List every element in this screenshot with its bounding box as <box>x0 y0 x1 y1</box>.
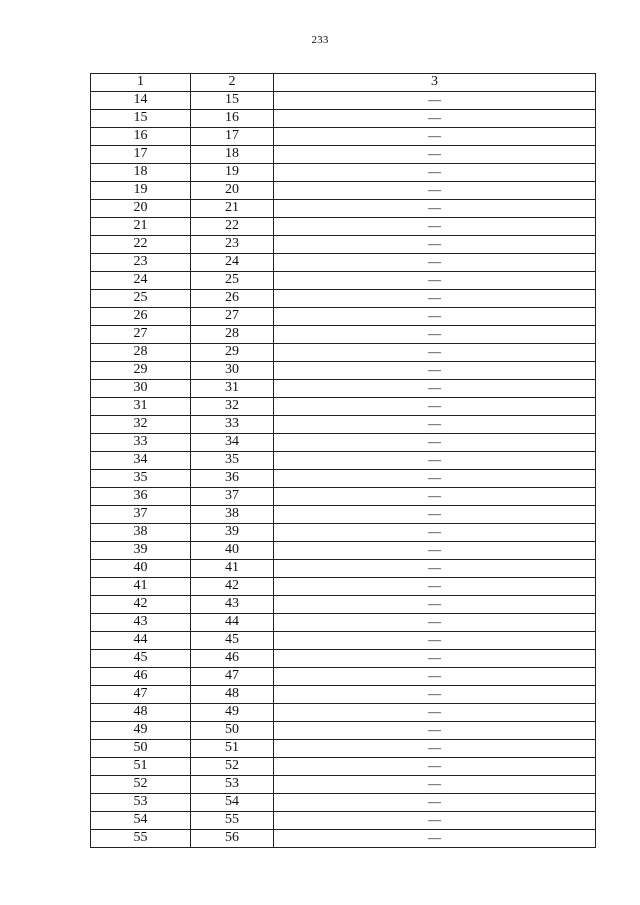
table-row <box>91 757 596 775</box>
table-cell-col1: 30 <box>91 379 191 397</box>
dash-mark: — <box>428 721 441 737</box>
dash-mark: — <box>428 631 441 647</box>
dash-mark: — <box>428 451 441 467</box>
table-cell-col2: 33 <box>191 415 274 433</box>
dash-mark: — <box>428 289 441 305</box>
dash-mark: — <box>428 757 441 773</box>
table-cell-col3 <box>274 343 596 361</box>
dash-mark: — <box>428 811 441 827</box>
table-cell-col3 <box>274 289 596 307</box>
table-cell-col1: 38 <box>91 523 191 541</box>
table-cell-col1: 15 <box>91 109 191 127</box>
table-cell-col2: 17 <box>191 127 274 145</box>
table-cell-col3 <box>274 271 596 289</box>
table-cell-col2: 19 <box>191 163 274 181</box>
table-row <box>91 433 596 451</box>
table-cell-col3 <box>274 181 596 199</box>
dash-mark: — <box>428 559 441 575</box>
table-cell-col3 <box>274 523 596 541</box>
table-row <box>91 415 596 433</box>
table-cell-col1: 33 <box>91 433 191 451</box>
table-cell-col2: 21 <box>191 199 274 217</box>
table-row <box>91 505 596 523</box>
table-cell-col1: 43 <box>91 613 191 631</box>
table-cell-col2: 47 <box>191 667 274 685</box>
dash-mark: — <box>428 433 441 449</box>
table-cell-col3 <box>274 811 596 829</box>
dash-mark: — <box>428 649 441 665</box>
table-cell-col1: 40 <box>91 559 191 577</box>
table-row <box>91 361 596 379</box>
table-cell-col1: 35 <box>91 469 191 487</box>
table-cell-col1: 32 <box>91 415 191 433</box>
table-cell-col2: 24 <box>191 253 274 271</box>
table-cell-col3 <box>274 163 596 181</box>
table-cell-col2: 41 <box>191 559 274 577</box>
table-row <box>91 217 596 235</box>
table-cell-col3 <box>274 829 596 847</box>
table-cell-col1: 23 <box>91 253 191 271</box>
table-row <box>91 811 596 829</box>
table-cell-col2: 44 <box>191 613 274 631</box>
table-row <box>91 397 596 415</box>
table-row <box>91 721 596 739</box>
table-cell-col3 <box>274 127 596 145</box>
table-cell-col3 <box>274 451 596 469</box>
table-cell-col1: 39 <box>91 541 191 559</box>
table-cell-col1: 14 <box>91 91 191 109</box>
table-cell-col2: 50 <box>191 721 274 739</box>
table-cell-col2: 20 <box>191 181 274 199</box>
table-row <box>91 343 596 361</box>
table-row <box>91 559 596 577</box>
dash-mark: — <box>428 577 441 593</box>
table-row <box>91 703 596 721</box>
table-cell-col1: 21 <box>91 217 191 235</box>
table-row <box>91 685 596 703</box>
dash-mark: — <box>428 127 441 143</box>
table-cell-col1: 20 <box>91 199 191 217</box>
table-cell-col3 <box>274 253 596 271</box>
dash-mark: — <box>428 91 441 107</box>
table-cell-col1: 50 <box>91 739 191 757</box>
table-row <box>91 145 596 163</box>
table-cell-col2: 18 <box>191 145 274 163</box>
table-cell-col1: 25 <box>91 289 191 307</box>
dash-mark: — <box>428 829 441 845</box>
table-cell-col3 <box>274 361 596 379</box>
table-cell-col1: 28 <box>91 343 191 361</box>
table-cell-col3 <box>274 235 596 253</box>
table-cell-col2: 53 <box>191 775 274 793</box>
table-cell-col2: 45 <box>191 631 274 649</box>
table-row <box>91 613 596 631</box>
table-cell-col2: 32 <box>191 397 274 415</box>
table-cell-col3 <box>274 307 596 325</box>
table-row <box>91 325 596 343</box>
table-row <box>91 775 596 793</box>
table-cell-col3 <box>274 379 596 397</box>
table-row <box>91 577 596 595</box>
table-cell-col3 <box>274 397 596 415</box>
table-cell-col3 <box>274 721 596 739</box>
table-cell-col2: 25 <box>191 271 274 289</box>
table-cell-col3 <box>274 145 596 163</box>
table-cell-col3 <box>274 595 596 613</box>
table-cell-col2: 26 <box>191 289 274 307</box>
table-row <box>91 253 596 271</box>
table-cell-col3 <box>274 613 596 631</box>
table-cell-col3 <box>274 325 596 343</box>
table-row <box>91 163 596 181</box>
table-cell-col1: 42 <box>91 595 191 613</box>
table-cell-col1: 48 <box>91 703 191 721</box>
table-cell-col1: 29 <box>91 361 191 379</box>
table-cell-col2: 55 <box>191 811 274 829</box>
table-cell-col3 <box>274 793 596 811</box>
table-cell-col3 <box>274 667 596 685</box>
table-cell-col1: 36 <box>91 487 191 505</box>
table-cell-col2: 37 <box>191 487 274 505</box>
table-cell-col2: 48 <box>191 685 274 703</box>
table-cell-col3 <box>274 685 596 703</box>
table-cell-col1: 49 <box>91 721 191 739</box>
table-cell-col1: 55 <box>91 829 191 847</box>
table-cell-col1: 19 <box>91 181 191 199</box>
table-cell-col1: 17 <box>91 145 191 163</box>
table-row <box>91 649 596 667</box>
table-row <box>91 541 596 559</box>
table-header-row <box>91 74 596 92</box>
table-cell-col1: 46 <box>91 667 191 685</box>
table-cell-col2: 49 <box>191 703 274 721</box>
table-row <box>91 379 596 397</box>
dash-mark: — <box>428 217 441 233</box>
table-row <box>91 829 596 847</box>
table-row <box>91 235 596 253</box>
table-cell-col3 <box>274 91 596 109</box>
table-cell-col1: 18 <box>91 163 191 181</box>
dash-mark: — <box>428 109 441 125</box>
table-row <box>91 469 596 487</box>
table-cell-col2: 43 <box>191 595 274 613</box>
table-cell-col2: 40 <box>191 541 274 559</box>
table-cell-col2: 22 <box>191 217 274 235</box>
table-row <box>91 199 596 217</box>
table-cell-col2: 23 <box>191 235 274 253</box>
table-cell-col2: 42 <box>191 577 274 595</box>
dash-mark: — <box>428 667 441 683</box>
table-cell-col3 <box>274 775 596 793</box>
dash-mark: — <box>428 235 441 251</box>
table-cell-col2: 39 <box>191 523 274 541</box>
dash-mark: — <box>428 397 441 413</box>
table-cell-col2: 54 <box>191 793 274 811</box>
table-cell-col3 <box>274 703 596 721</box>
table-cell-col1: 45 <box>91 649 191 667</box>
table-cell-col2: 29 <box>191 343 274 361</box>
table-cell-col3 <box>274 541 596 559</box>
table-cell-col3 <box>274 415 596 433</box>
dash-mark: — <box>428 199 441 215</box>
table-cell-col1: 51 <box>91 757 191 775</box>
table-cell-col2: 28 <box>191 325 274 343</box>
dash-mark: — <box>428 253 441 269</box>
table-cell-col3 <box>274 487 596 505</box>
dash-mark: — <box>428 613 441 629</box>
table-cell-col3 <box>274 199 596 217</box>
dash-mark: — <box>428 361 441 377</box>
dash-mark: — <box>428 163 441 179</box>
table-cell-col2: 56 <box>191 829 274 847</box>
table-row <box>91 667 596 685</box>
header-cell-col1: 1 <box>91 74 191 92</box>
table-cell-col2: 46 <box>191 649 274 667</box>
table-cell-col1: 34 <box>91 451 191 469</box>
dash-mark: — <box>428 739 441 755</box>
table-row <box>91 181 596 199</box>
table-cell-col3 <box>274 559 596 577</box>
header-cell-col2: 2 <box>191 74 274 92</box>
table-row <box>91 127 596 145</box>
table-cell-col2: 36 <box>191 469 274 487</box>
table-cell-col2: 34 <box>191 433 274 451</box>
data-table <box>90 73 596 848</box>
table-cell-col1: 54 <box>91 811 191 829</box>
dash-mark: — <box>428 541 441 557</box>
table-cell-col3 <box>274 505 596 523</box>
table-cell-col1: 41 <box>91 577 191 595</box>
table-cell-col1: 24 <box>91 271 191 289</box>
table-cell-col1: 44 <box>91 631 191 649</box>
table-row <box>91 595 596 613</box>
dash-mark: — <box>428 181 441 197</box>
table-cell-col1: 16 <box>91 127 191 145</box>
table-row <box>91 487 596 505</box>
dash-mark: — <box>428 415 441 431</box>
table-cell-col2: 31 <box>191 379 274 397</box>
dash-mark: — <box>428 343 441 359</box>
table-cell-col2: 27 <box>191 307 274 325</box>
table-cell-col3 <box>274 577 596 595</box>
table-cell-col2: 38 <box>191 505 274 523</box>
table-cell-col3 <box>274 217 596 235</box>
dash-mark: — <box>428 793 441 809</box>
dash-mark: — <box>428 703 441 719</box>
dash-mark: — <box>428 487 441 503</box>
dash-mark: — <box>428 523 441 539</box>
table-cell-col2: 51 <box>191 739 274 757</box>
dash-mark: — <box>428 271 441 287</box>
table-cell-col2: 35 <box>191 451 274 469</box>
table-cell-col2: 15 <box>191 91 274 109</box>
table-row <box>91 289 596 307</box>
table-cell-col3 <box>274 739 596 757</box>
table-row <box>91 451 596 469</box>
table-cell-col1: 27 <box>91 325 191 343</box>
table-cell-col3 <box>274 433 596 451</box>
table-cell-col3 <box>274 109 596 127</box>
table-row <box>91 739 596 757</box>
table-cell-col1: 26 <box>91 307 191 325</box>
table-row <box>91 523 596 541</box>
dash-mark: — <box>428 325 441 341</box>
table-cell-col3 <box>274 631 596 649</box>
page-number: 233 <box>311 34 329 46</box>
table-cell-col2: 16 <box>191 109 274 127</box>
table-cell-col1: 53 <box>91 793 191 811</box>
table-body <box>91 91 596 847</box>
dash-mark: — <box>428 775 441 791</box>
table-row <box>91 631 596 649</box>
dash-mark: — <box>428 469 441 485</box>
table-row <box>91 793 596 811</box>
table-cell-col1: 31 <box>91 397 191 415</box>
table-cell-col1: 52 <box>91 775 191 793</box>
table-row <box>91 109 596 127</box>
header-cell-col3: 3 <box>274 74 596 92</box>
table-cell-col2: 30 <box>191 361 274 379</box>
dash-mark: — <box>428 145 441 161</box>
dash-mark: — <box>428 307 441 323</box>
dash-mark: — <box>428 505 441 521</box>
table-row <box>91 91 596 109</box>
table-cell-col1: 37 <box>91 505 191 523</box>
table-cell-col1: 47 <box>91 685 191 703</box>
table-cell-col3 <box>274 469 596 487</box>
table-row <box>91 307 596 325</box>
table-cell-col1: 22 <box>91 235 191 253</box>
dash-mark: — <box>428 595 441 611</box>
dash-mark: — <box>428 685 441 701</box>
table-cell-col2: 52 <box>191 757 274 775</box>
table-cell-col3 <box>274 649 596 667</box>
table-row <box>91 271 596 289</box>
table-cell-col3 <box>274 757 596 775</box>
dash-mark: — <box>428 379 441 395</box>
